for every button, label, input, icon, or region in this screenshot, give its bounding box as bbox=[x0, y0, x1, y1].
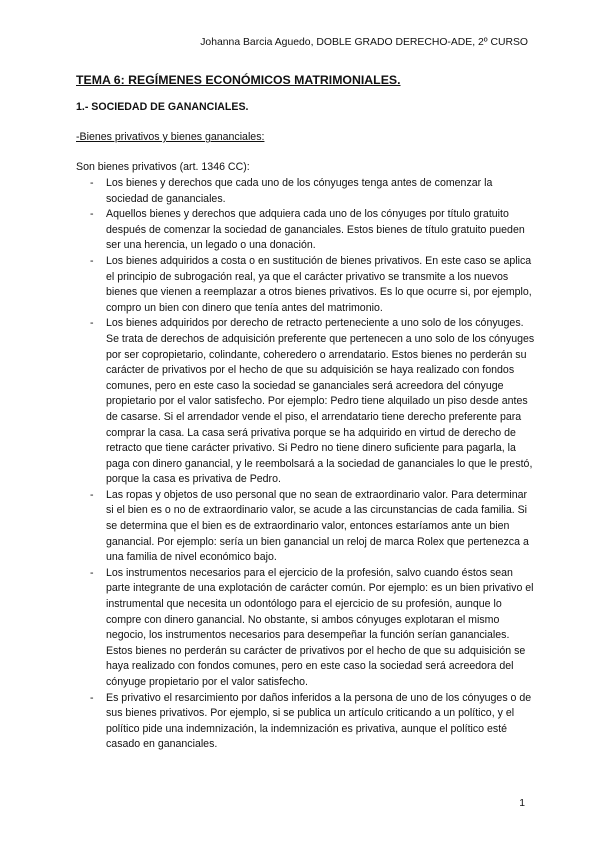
bullet-marker: - bbox=[90, 691, 94, 704]
page-title: TEMA 6: REGÍMENES ECONÓMICOS MATRIMONIALES. bbox=[76, 73, 401, 87]
intro-text: Son bienes privativos (art. 1346 CC): bbox=[76, 161, 250, 173]
list-item-text: Los instrumentos necesarios para el ejercicio de la profesión, salvo cuando éstos sean parte integrante de una explotación de carácter común. Por ejemplo: es un bien privativo el instrumental que necesita un odontólogo para el ejercicio de su profesión, aunque lo compre con dinero ganancial. No obstante, si ambos cónyuges explotaran el mismo negocio, los instrumentos necesarios para desempeñar la función serían gananciales. Estos bienes no perderán su carácter de privativos por el hecho de que su adquisición se haya realizado con fondos comunes, pero en este caso la sociedad será acreedora del cónyuge propietario por el valor satisfecho. bbox=[106, 566, 534, 688]
bullet-list bbox=[90, 176, 536, 753]
list-item bbox=[90, 207, 536, 254]
bullet-marker: - bbox=[90, 566, 94, 579]
list-item bbox=[90, 566, 536, 691]
list-item bbox=[90, 316, 536, 488]
bullet-marker: - bbox=[90, 488, 94, 501]
list-item-text: Los bienes adquiridos a costa o en sustitución de bienes privativos. En este caso se aplica el principio de subrogación real, ya que el carácter privativo se transmite a los nuevos bienes que vienen a reemplazar a otros bienes privativos. Es lo que ocurre si, por ejemplo, compro un bien con dinero que tenía antes del matrimonio. bbox=[106, 254, 532, 314]
list-item-text: Aquellos bienes y derechos que adquiera cada uno de los cónyuges por título gratuito después de comenzar la sociedad de gananciales. Estos bienes de título gratuito pueden ser una herencia, un legado o una donación. bbox=[106, 208, 525, 252]
page-header: Johanna Barcia Aguedo, DOBLE GRADO DERECHO-ADE, 2º CURSO bbox=[200, 37, 528, 48]
bullet-marker: - bbox=[90, 254, 94, 267]
bullet-marker: - bbox=[90, 317, 94, 330]
list-item bbox=[90, 176, 536, 207]
list-item-text: Los bienes y derechos que cada uno de los cónyuges tenga antes de comenzar la sociedad de gananciales. bbox=[106, 177, 493, 205]
bullet-marker: - bbox=[90, 208, 94, 221]
list-item-text: Los bienes adquiridos por derecho de retracto perteneciente a uno solo de los cónyuges. Se trata de derechos de adquisición preferente que pertenecen a uno solo de los cónyuges por ser copropietario, colindante, coheredero o arrendatario. Estos bienes no perderán su carácter de privativos por el hecho de que su adquisición se haya realizado con fondos comunes, pero en este caso la sociedad se gananciales será acreedora del cónyuge propietario por el valor satisfecho. Por ejemplo: Pedro tiene alquilado un piso desde antes de casarse. Si el arrendador vende el piso, el arrendatario tiene derecho preferente para comprar la casa. La casa será privativa porque se ha adquirido en virtud de derecho de retracto que tiene carácter privativo. Si Pedro no tiene dinero suficiente para pagarla, la paga con dinero ganancial, y le reembolsará a la sociedad de gananciales lo que le prestó, porque la casa es privativa de Pedro. bbox=[106, 317, 535, 486]
page-number: 1 bbox=[519, 798, 525, 809]
list-item bbox=[90, 691, 536, 753]
list-item-text: Es privativo el resarcimiento por daños inferidos a la persona de uno de los cónyuges o de sus bienes privativos. Por ejemplo, si se publica un artículo criticando a un político, y el político pide una indemnización, la indemnización es privativa, aunque el político esté casado en gananciales. bbox=[106, 691, 532, 751]
section-heading: 1.- SOCIEDAD DE GANANCIALES. bbox=[76, 101, 249, 113]
list-item bbox=[90, 254, 536, 316]
bullet-marker: - bbox=[90, 177, 94, 189]
subheading: -Bienes privativos y bienes gananciales: bbox=[76, 131, 265, 143]
list-item bbox=[90, 488, 536, 566]
list-item-text: Las ropas y objetos de uso personal que no sean de extraordinario valor. Para determinar si el bien es o no de extraordinario valor, se acude a las circunstancias de cada familia. Si se determina que el bien es de extraordinario valor, entonces estaríamos ante un bien ganancial. Por ejemplo: sería un bien ganancial un reloj de marca Rolex que pertenezca a una familia de nivel económico bajo. bbox=[106, 488, 529, 564]
